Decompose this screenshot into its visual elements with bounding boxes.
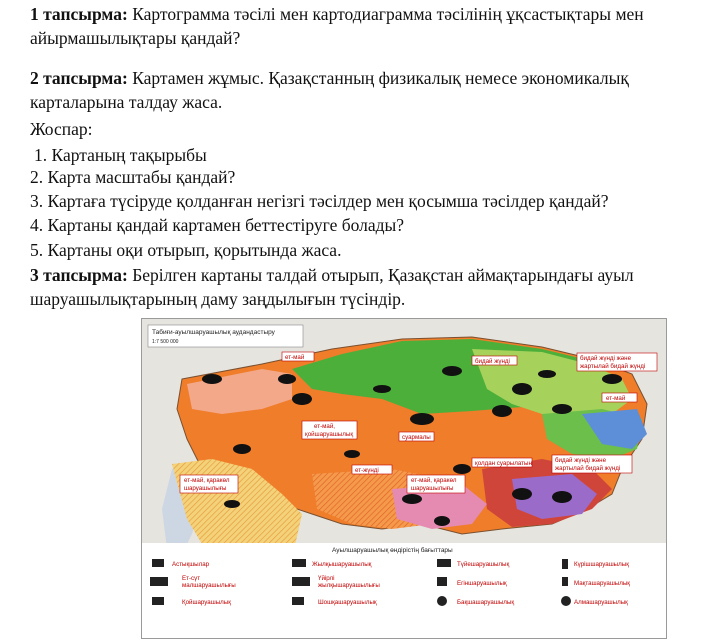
task3-line2: шаруашылықтарының даму заңдылығын түсіндір. xyxy=(30,289,406,309)
svg-text:Шошқашаруашылық: Шошқашаруашылық xyxy=(318,599,377,606)
map-svg xyxy=(142,319,666,638)
svg-text:Күрішшаруашылық: Күрішшаруашылық xyxy=(574,561,629,568)
svg-text:ет-май, қаракөл: ет-май, қаракөл xyxy=(184,477,230,484)
region-label-11 xyxy=(407,475,465,493)
legend-title: Ауылшаруашылық өндірістің бағыттары xyxy=(332,547,453,554)
region-label-3 xyxy=(577,353,657,371)
region-label-2 xyxy=(472,356,517,365)
plan-item-3: 3. Картаға түсіруде қолданған негізгі тәсілдер мен қосымша тәсілдер қандай? xyxy=(30,191,609,211)
svg-text:бидай жүнді және: бидай жүнді және xyxy=(555,457,607,464)
plan-title: Жоспар: xyxy=(30,119,93,139)
svg-text:Егіншаруашылық: Егіншаруашылық xyxy=(457,580,507,587)
legend-item-9 xyxy=(152,597,231,606)
map-scale: 1:7 500 000 xyxy=(152,339,179,345)
svg-text:Жылқышаруашылық: Жылқышаруашылық xyxy=(312,561,372,568)
svg-text:ет-май, қаракөл: ет-май, қаракөл xyxy=(411,477,457,484)
svg-text:ет-жүнді: ет-жүнді xyxy=(355,467,379,474)
region-label-8 xyxy=(552,455,632,473)
legend-item-1 xyxy=(152,559,210,568)
task2-line1 xyxy=(30,67,629,89)
svg-text:ет-май: ет-май xyxy=(285,354,305,361)
svg-text:Түйешаруашылық: Түйешаруашылық xyxy=(457,561,510,568)
svg-text:Астықшылар: Астықшылар xyxy=(172,561,210,568)
plan-item-4: 4. Картаны қандай картамен беттестіруге болады? xyxy=(30,215,405,235)
svg-text:Мақташаруашылық: Мақташаруашылық xyxy=(574,580,630,587)
plan-item-2: 2. Карта масштабы қандай? xyxy=(30,167,236,187)
region-label-6 xyxy=(399,432,434,441)
svg-text:шаруашылығы: шаруашылығы xyxy=(411,485,454,492)
svg-text:Қойшаруашылық: Қойшаруашылық xyxy=(182,599,231,606)
region-label-1 xyxy=(282,352,314,361)
svg-text:ет-май: ет-май xyxy=(606,395,626,402)
region-label-4 xyxy=(602,393,637,402)
svg-text:қойшаруашылық: қойшаруашылық xyxy=(305,431,354,438)
legend-item-3 xyxy=(437,559,509,568)
legend-panel xyxy=(142,543,666,638)
plan-item-5: 5. Картаны оқи отырып, қорытында жаса. xyxy=(30,240,342,260)
region-label-10 xyxy=(180,475,238,493)
task1-label: 1 тапсырма: xyxy=(30,4,128,24)
svg-text:Бақшашаруашылық: Бақшашаруашылық xyxy=(457,599,515,606)
svg-text:Алмашаруашылық: Алмашаруашылық xyxy=(574,599,628,606)
svg-text:суармалы: суармалы xyxy=(402,434,431,441)
task2-line2: карталарына талдау жаса. xyxy=(30,92,223,112)
svg-text:ет-май,: ет-май, xyxy=(314,423,336,430)
legend-item-2 xyxy=(292,559,372,568)
task3-text-1: Берілген картаны талдай отырып, Қазақстан аймақтарындағы ауыл xyxy=(127,265,634,285)
task1-text-1: Картограмма тәсілі мен картодиаграмма тәсілінің ұқсастықтары мен xyxy=(127,4,644,24)
svg-text:жартылай бидай жүнді: жартылай бидай жүнді xyxy=(555,465,621,472)
task1-line1 xyxy=(30,3,644,25)
svg-text:бидай жүнді: бидай жүнді xyxy=(475,358,510,365)
agricultural-map xyxy=(141,318,667,639)
task1-line2: айырмашылықтары қандай? xyxy=(30,28,241,48)
svg-text:қолдан суарылатын: қолдан суарылатын xyxy=(475,460,532,467)
task2-text-1: Картамен жұмыс. Қазақстанның физикалық немесе экономикалық xyxy=(127,68,629,88)
region-label-9 xyxy=(352,465,392,474)
map-title: Табиғи-ауылшаруашылық аудандастыру xyxy=(152,329,275,336)
svg-text:Үйірлі: Үйірлі xyxy=(318,575,335,582)
region-label-5 xyxy=(302,421,357,439)
svg-text:жартылай бидай жүнді: жартылай бидай жүнді xyxy=(580,363,646,370)
task2-label: 2 тапсырма: xyxy=(30,68,128,88)
svg-text:шаруашылығы: шаруашылығы xyxy=(184,485,227,492)
task3-line1 xyxy=(30,264,634,286)
svg-text:малшаруашылығы: малшаруашылығы xyxy=(182,582,236,589)
task3-label: 3 тапсырма: xyxy=(30,265,128,285)
svg-text:бидай жүнді және: бидай жүнді және xyxy=(580,355,632,362)
svg-text:жылқышаруашылығы: жылқышаруашылығы xyxy=(318,582,380,589)
plan-item-1: 1. Картаның тақырыбы xyxy=(34,145,207,165)
region-label-7 xyxy=(472,458,532,467)
svg-text:Ет-сүт: Ет-сүт xyxy=(182,575,201,582)
